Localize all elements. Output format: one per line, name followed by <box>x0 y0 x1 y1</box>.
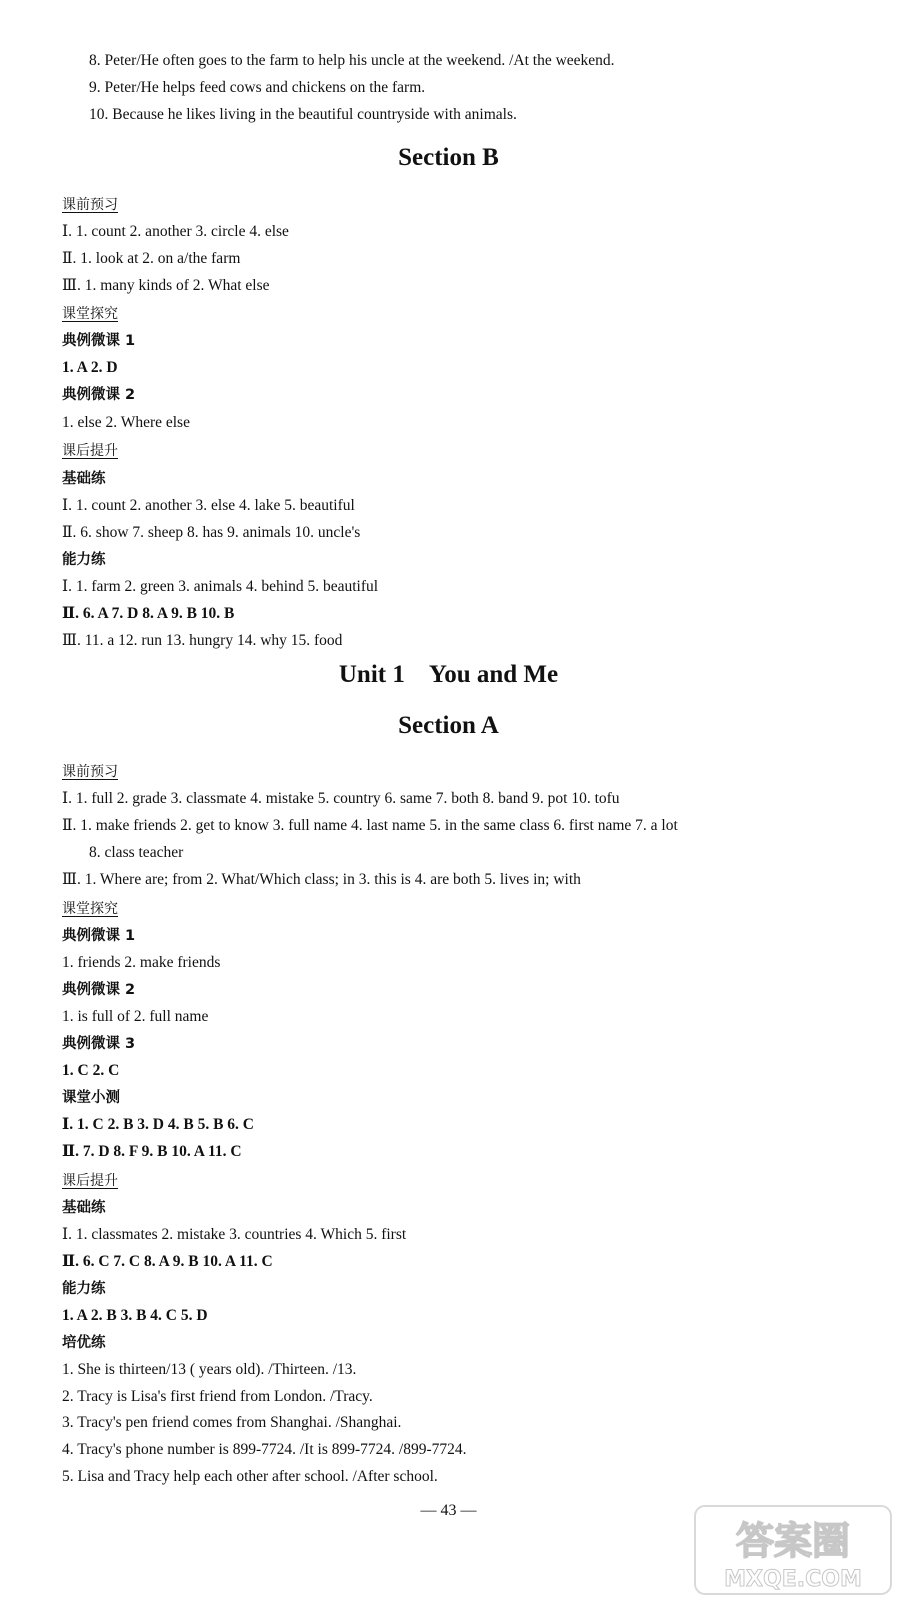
answer-line: Ⅰ. 1. count 2. another 3. circle 4. else <box>62 223 289 240</box>
answer-line: Ⅲ. 1. many kinds of 2. What else <box>62 277 270 294</box>
quiz-label: 课堂小测 <box>62 1090 120 1106</box>
example-label: 典例微课 3 <box>62 1036 136 1052</box>
after-heading: 课后提升 <box>62 1173 118 1189</box>
answer-line: Ⅰ. 1. C 2. B 3. D 4. B 5. B 6. C <box>62 1116 254 1133</box>
example-label: 典例微课 2 <box>62 387 136 403</box>
answer-line: 1. A 2. B 3. B 4. C 5. D <box>62 1307 208 1324</box>
explore-heading: 课堂探究 <box>62 901 118 917</box>
excel-label: 培优练 <box>62 1335 106 1351</box>
preview-heading: 课前预习 <box>62 197 118 213</box>
basic-label: 基础练 <box>62 1200 106 1216</box>
answer-line: Ⅰ. 1. full 2. grade 3. classmate 4. mistake 5. country 6. same 7. both 8. band 9. pot 10. tofu <box>62 790 620 807</box>
answer-line: 8. Peter/He often goes to the farm to help his uncle at the weekend. /At the weekend. <box>89 52 615 69</box>
answer-line: 4. Tracy's phone number is 899-7724. /It is 899-7724. /899-7724. <box>62 1441 467 1458</box>
after-heading: 课后提升 <box>62 443 118 459</box>
answer-line: 10. Because he likes living in the beautiful countryside with animals. <box>89 106 517 123</box>
svg-text:MXQE.COM: MXQE.COM <box>724 1567 862 1592</box>
answer-line: 5. Lisa and Tracy help each other after school. /After school. <box>62 1468 438 1485</box>
answer-line: 1. else 2. Where else <box>62 414 190 431</box>
answer-line: Ⅱ. 6. C 7. C 8. A 9. B 10. A 11. C <box>62 1253 273 1270</box>
answer-line: Ⅱ. 6. show 7. sheep 8. has 9. animals 10. uncle's <box>62 524 361 541</box>
ability-label: 能力练 <box>62 1281 106 1297</box>
ability-label: 能力练 <box>62 552 106 568</box>
answer-line: Ⅱ. 6. A 7. D 8. A 9. B 10. B <box>62 605 235 622</box>
answer-line: Ⅰ. 1. farm 2. green 3. animals 4. behind 5. beautiful <box>62 578 379 595</box>
answer-line: 1. friends 2. make friends <box>62 954 221 971</box>
answer-line: Ⅰ. 1. count 2. another 3. else 4. lake 5. beautiful <box>62 497 355 514</box>
answer-line: 3. Tracy's pen friend comes from Shanghai. /Shanghai. <box>62 1414 402 1431</box>
answer-line: Ⅱ. 7. D 8. F 9. B 10. A 11. C <box>62 1143 242 1160</box>
section-title: Section A <box>398 712 499 739</box>
answer-line: Ⅱ. 1. make friends 2. get to know 3. full name 4. last name 5. in the same class 6. first name 7. a lot <box>62 817 678 834</box>
explore-heading: 课堂探究 <box>62 306 118 322</box>
watermark-logo <box>693 1504 893 1596</box>
answer-line: 1. C 2. C <box>62 1062 120 1079</box>
example-label: 典例微课 1 <box>62 928 136 944</box>
answer-line: 1. A 2. D <box>62 359 118 376</box>
answer-line: 9. Peter/He helps feed cows and chickens on the farm. <box>89 79 426 96</box>
svg-text:答案圈: 答案圈 <box>735 1519 851 1563</box>
answer-line: 1. is full of 2. full name <box>62 1008 209 1025</box>
answer-line: 2. Tracy is Lisa's first friend from London. /Tracy. <box>62 1388 373 1405</box>
answer-line: 8. class teacher <box>89 844 184 861</box>
example-label: 典例微课 2 <box>62 982 136 998</box>
answer-line: Ⅲ. 11. a 12. run 13. hungry 14. why 15. food <box>62 632 343 649</box>
answer-line: 1. She is thirteen/13 ( years old). /Thirteen. /13. <box>62 1361 357 1378</box>
unit-title: Unit 1 You and Me <box>338 661 559 688</box>
answer-line: Ⅰ. 1. classmates 2. mistake 3. countries 4. Which 5. first <box>62 1226 407 1243</box>
preview-heading: 课前预习 <box>62 764 118 780</box>
answer-line: Ⅱ. 1. look at 2. on a/the farm <box>62 250 241 267</box>
section-title: Section B <box>398 144 499 171</box>
example-label: 典例微课 1 <box>62 333 136 349</box>
answer-line: Ⅲ. 1. Where are; from 2. What/Which class; in 3. this is 4. are both 5. lives in; with <box>62 871 581 888</box>
page-number: — 43 — <box>420 1502 477 1519</box>
basic-label: 基础练 <box>62 471 106 487</box>
